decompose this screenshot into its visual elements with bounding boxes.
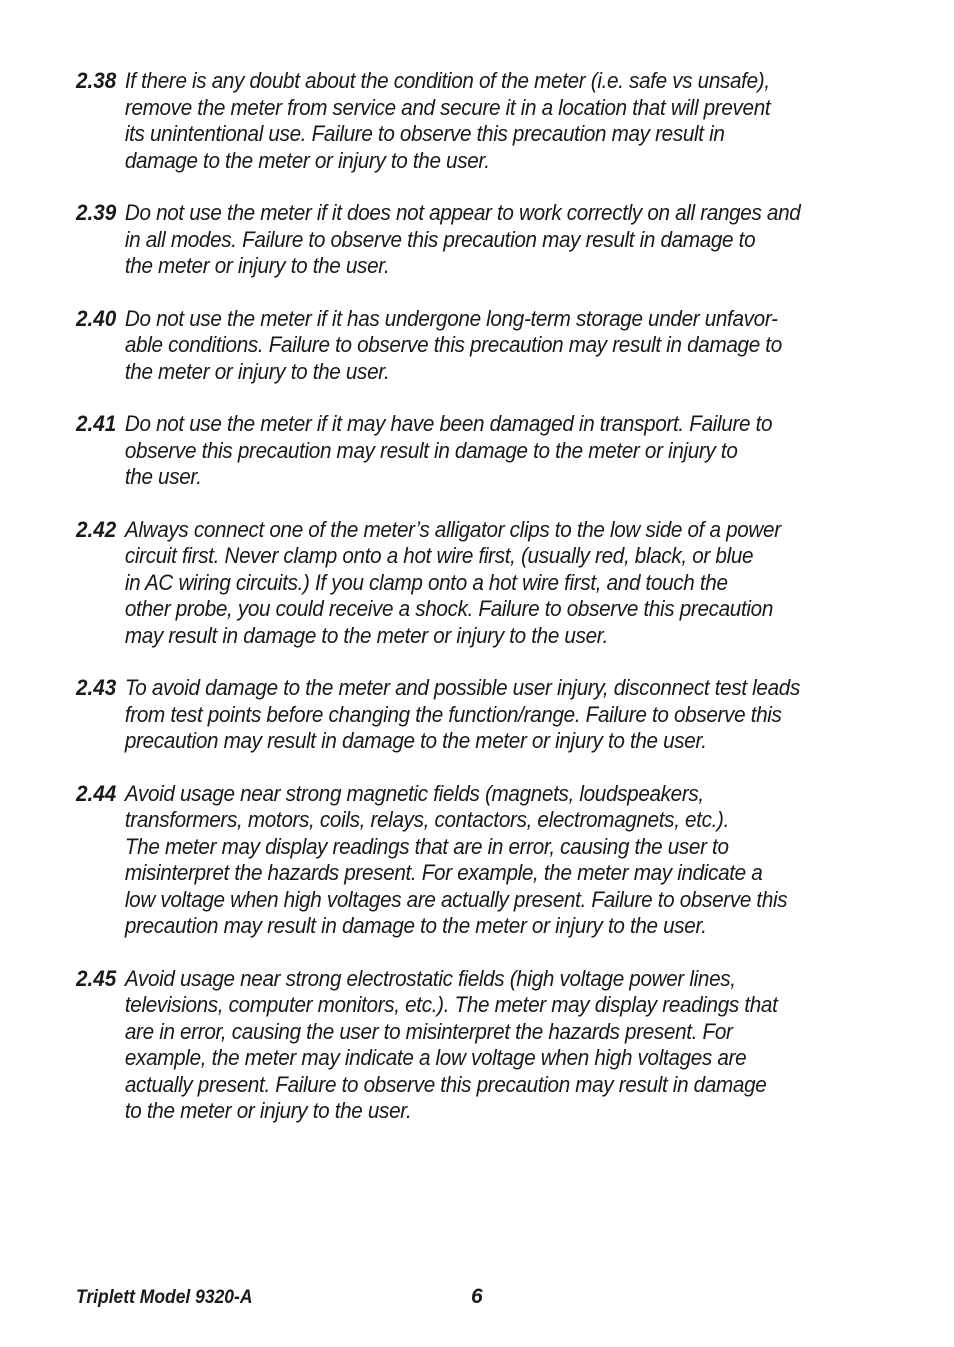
item-text-line: Always connect one of the meter’s alligator clips to the low side of a power bbox=[124, 516, 781, 542]
item-number: 2.39 bbox=[76, 200, 117, 225]
item-number: 2.42 bbox=[76, 516, 117, 542]
precaution-item-2-39 bbox=[76, 200, 877, 280]
item-text-line: Do not use the meter if it has undergone long-term storage under unfavor- bbox=[124, 305, 778, 331]
item-text-line: example, the meter may indicate a low voltage when high voltages are bbox=[124, 1045, 747, 1070]
item-number: 2.38 bbox=[76, 68, 117, 93]
item-number: 2.41 bbox=[76, 411, 117, 436]
item-text-line: misinterpret the hazards present. For example, the meter may indicate a bbox=[124, 860, 763, 885]
item-text-line: in all modes. Failure to observe this precaution may result in damage to bbox=[124, 226, 756, 252]
item-text-line: If there is any doubt about the condition of the meter (i.e. safe vs unsafe), bbox=[124, 68, 770, 93]
item-text-line: precaution may result in damage to the meter or injury to the user. bbox=[124, 728, 707, 753]
item-text-line: other probe, you could receive a shock. Failure to observe this precaution bbox=[124, 596, 774, 621]
item-text-line: its unintentional use. Failure to observe this precaution may result in bbox=[124, 121, 725, 146]
item-text-line: in AC wiring circuits.) If you clamp onto a hot wire first, and touch the bbox=[124, 569, 728, 595]
item-text-line: the meter or injury to the user. bbox=[124, 358, 390, 384]
precaution-item-2-40 bbox=[76, 306, 877, 386]
item-text-line: actually present. Failure to observe this precaution may result in damage bbox=[124, 1071, 767, 1097]
precaution-item-2-42 bbox=[76, 517, 877, 650]
item-text-line: The meter may display readings that are in error, causing the user to bbox=[124, 833, 729, 859]
precaution-item-2-43 bbox=[76, 675, 877, 755]
item-text-line: precaution may result in damage to the meter or injury to the user. bbox=[124, 913, 707, 938]
precaution-item-2-38 bbox=[76, 68, 877, 174]
item-text-line: are in error, causing the user to misinterpret the hazards present. For bbox=[124, 1018, 733, 1044]
item-text-line: from test points before changing the function/range. Failure to observe this bbox=[124, 701, 782, 727]
item-text-line: may result in damage to the meter or injury to the user. bbox=[124, 622, 608, 648]
item-text-line: Avoid usage near strong electrostatic fields (high voltage power lines, bbox=[124, 965, 736, 991]
precaution-item-2-45 bbox=[76, 966, 877, 1125]
item-text-line: To avoid damage to the meter and possible user injury, disconnect test leads bbox=[124, 675, 800, 700]
item-text-line: Do not use the meter if it does not appear to work correctly on all ranges and bbox=[124, 200, 801, 225]
footer-model-name: Triplett Model 9320-A bbox=[76, 1287, 253, 1308]
item-text-line: remove the meter from service and secure it in a location that will prevent bbox=[124, 94, 771, 120]
page-number: 6 bbox=[471, 1285, 483, 1308]
item-text-line: Avoid usage near strong magnetic fields (magnets, loudspeakers, bbox=[124, 780, 704, 806]
item-text-line: able conditions. Failure to observe this precaution may result in damage to bbox=[124, 332, 782, 357]
item-text-line: low voltage when high voltages are actually present. Failure to observe this bbox=[124, 886, 788, 912]
item-text-line: televisions, computer monitors, etc.). The meter may display readings that bbox=[124, 992, 778, 1017]
item-number: 2.44 bbox=[76, 780, 117, 806]
item-text-line: observe this precaution may result in damage to the meter or injury to bbox=[124, 437, 738, 463]
item-text-line: the user. bbox=[124, 464, 202, 489]
item-text-line: the meter or injury to the user. bbox=[124, 253, 390, 278]
precautions-list bbox=[76, 68, 906, 1151]
item-text-line: Do not use the meter if it may have been damaged in transport. Failure to bbox=[124, 411, 773, 436]
precaution-item-2-41 bbox=[76, 411, 877, 491]
item-text-line: to the meter or injury to the user. bbox=[124, 1098, 412, 1123]
item-number: 2.40 bbox=[76, 305, 117, 331]
item-text-line: transformers, motors, coils, relays, contactors, electromagnets, etc.). bbox=[124, 807, 730, 832]
item-text-line: circuit first. Never clamp onto a hot wire first, (usually red, black, or blue bbox=[124, 543, 754, 568]
item-text-line: damage to the meter or injury to the user. bbox=[124, 147, 490, 173]
item-number: 2.43 bbox=[76, 675, 117, 700]
precaution-item-2-44 bbox=[76, 781, 877, 940]
item-number: 2.45 bbox=[76, 965, 117, 991]
